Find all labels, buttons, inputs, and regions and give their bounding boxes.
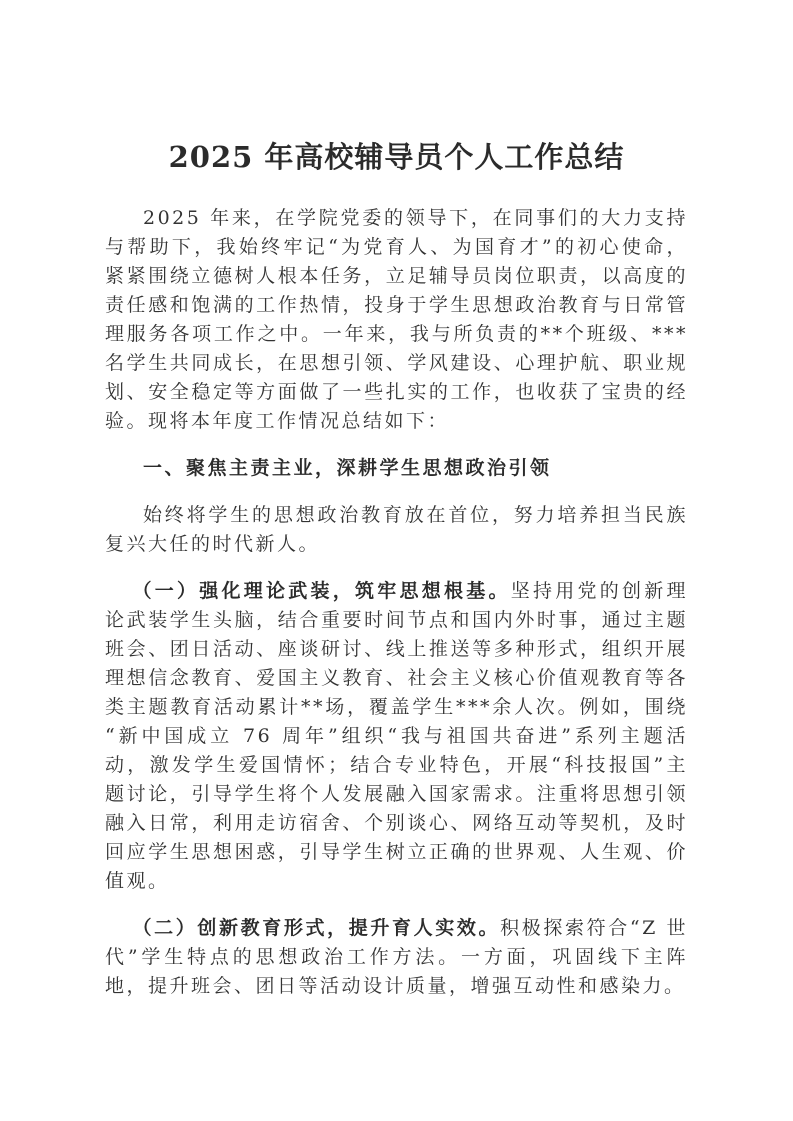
subsection-1-body: 坚持用党的创新理论武装学生头脑，结合重要时间节点和国内外时事，通过主题班会、团日活动、座谈研讨、线上推送等多种形式，组织开展理想信念教育、爱国主义教育、社会主义核心价值观教育等各类主题教育活动累计**场，覆盖学生***余人次。例如，围绕“新中国成立 76 周年”组织“我与祖国共奋进”系列主题活动，激发学生爱国情怀；结合专业特色，开展“科技报国”主题讨论，引导学生将个人发展融入国家需求。注重将思想引领融入日常，利用走访宿舍、个别谈心、网络互动等契机，及时回应学生思想困惑，引导学生树立正确的世界观、人生观、价值观。 (105, 580, 688, 892)
subsection-1-paragraph (105, 577, 688, 896)
intro-paragraph: 2025 年来，在学院党委的领导下，在同事们的大力支持与帮助下，我始终牢记“为党育人、为国育才”的初心使命，紧紧围绕立德树人根本任务，立足辅导员岗位职责，以高度的责任感和饱满的工作热情，投身于学生思想政治教育与日常管理服务各项工作之中。一年来，我与所负责的**个班级、***名学生共同成长，在思想引领、学风建设、心理护航、职业规划、安全稳定等方面做了一些扎实的工作，也收获了宝贵的经验。现将本年度工作情况总结如下： (105, 207, 688, 432)
section-1-paragraph: 始终将学生的思想政治教育放在首位，努力培养担当民族复兴大任的时代新人。 (105, 504, 688, 555)
section-1-heading: 一、聚焦主责主业，深耕学生思想政治引领 (143, 457, 552, 479)
subsection-2-lead: （二）创新教育形式，提升育人实效。 (132, 917, 501, 939)
subsection-2-body: 积极探索符合“Z 世代”学生特点的思想政治工作方法。一方面，巩固线下主阵地，提升班会、团日等活动设计质量，增强互动性和感染力。 (105, 917, 688, 997)
subsection-1-lead: （一）强化理论武装，筑牢思想根基。 (132, 580, 511, 602)
subsection-2-paragraph (105, 914, 688, 1001)
document-title: 2025 年高校辅导员个人工作总结 (168, 140, 625, 174)
